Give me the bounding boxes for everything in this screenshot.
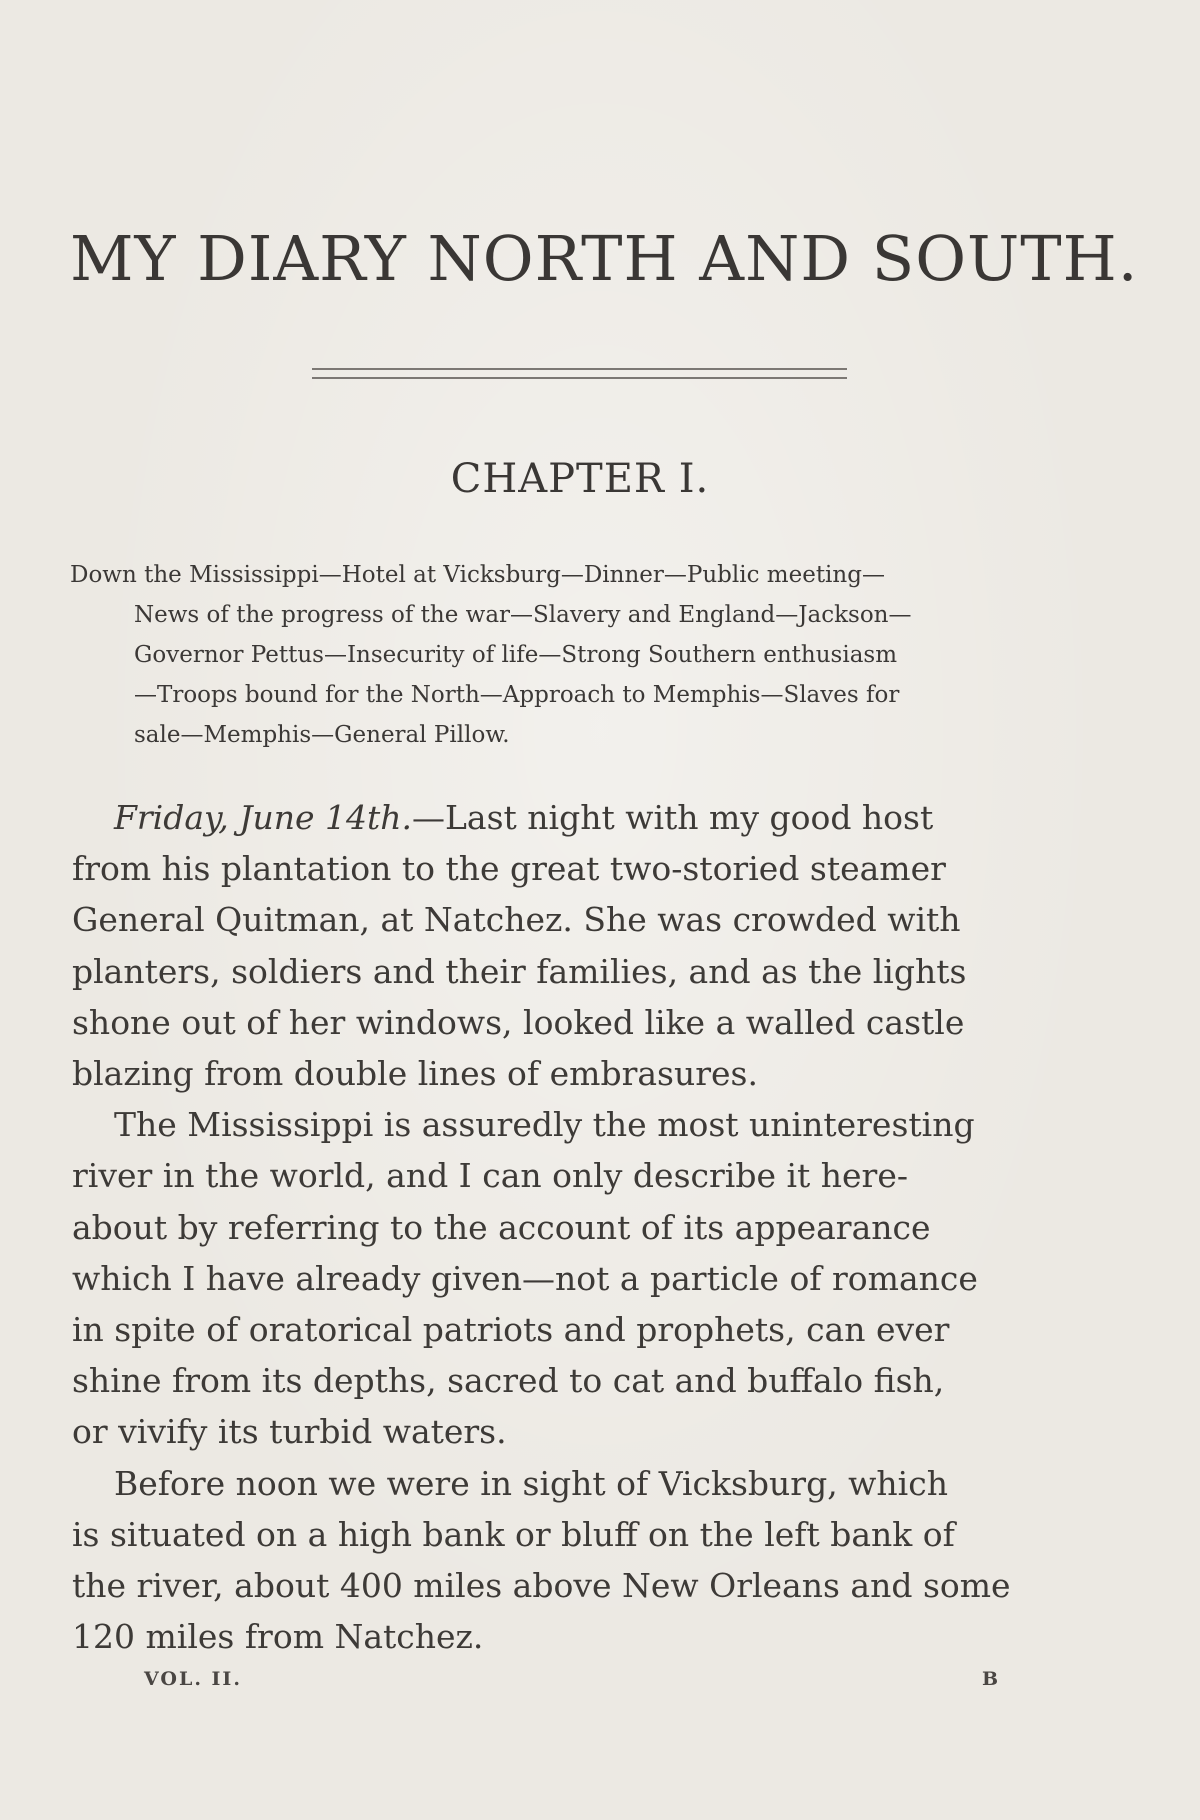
body-line: The Mississippi is assuredly the most uninteresting [114, 1105, 975, 1145]
body-line: the river, about 400 miles above New Orleans and some [72, 1566, 1011, 1606]
chapter-synopsis [70, 555, 1088, 755]
body-line: is situated on a high bank or bluff on the left bank of [72, 1514, 955, 1554]
body-line: 120 miles from Natchez. [72, 1617, 484, 1657]
title-double-rule [312, 368, 847, 379]
book-title: MY DIARY NORTH AND SOUTH. [70, 222, 1139, 295]
entry-date: Friday, June 14th. [114, 798, 413, 837]
body-line: planters, soldiers and their families, and as the lights [72, 951, 967, 991]
body-line: which I have already given—not a particle of romance [72, 1258, 978, 1298]
body-line: or vivify its turbid waters. [72, 1412, 507, 1452]
body-line: shine from its depths, sacred to cat and buffalo fish, [72, 1361, 945, 1401]
body-line: blazing from double lines of embrasures. [72, 1054, 758, 1094]
body-line: General Quitman, at Natchez. She was crowded with [72, 900, 961, 940]
body-line: shone out of her windows, looked like a walled castle [72, 1002, 965, 1042]
body-line: river in the world, and I can only describe it here- [72, 1156, 909, 1196]
body-line: Before noon we were in sight of Vicksburg, which [114, 1463, 948, 1503]
synopsis-line: News of the progress of the war—Slavery and England—Jackson— [134, 602, 912, 628]
body-text [72, 792, 1090, 1662]
body-line: about by referring to the account of its appearance [72, 1207, 931, 1247]
synopsis-line: —Troops bound for the North—Approach to Memphis—Slaves for [134, 682, 900, 708]
chapter-heading: CHAPTER I. [450, 456, 710, 502]
synopsis-line: Governor Pettus—Insecurity of life—Strong Southern enthusiasm [134, 642, 898, 668]
body-line-text: —Last night with my good host [412, 798, 934, 837]
volume-signature: VOL. II. [144, 1668, 242, 1690]
synopsis-line: Down the Mississippi—Hotel at Vicksburg—Dinner—Public meeting— [70, 562, 885, 588]
synopsis-line: sale—Memphis—General Pillow. [134, 722, 510, 748]
body-line [72, 792, 1090, 843]
body-line: in spite of oratorical patriots and prophets, can ever [72, 1310, 950, 1350]
body-line: from his plantation to the great two-storied steamer [72, 849, 946, 889]
sheet-signature-mark: B [982, 1668, 999, 1690]
